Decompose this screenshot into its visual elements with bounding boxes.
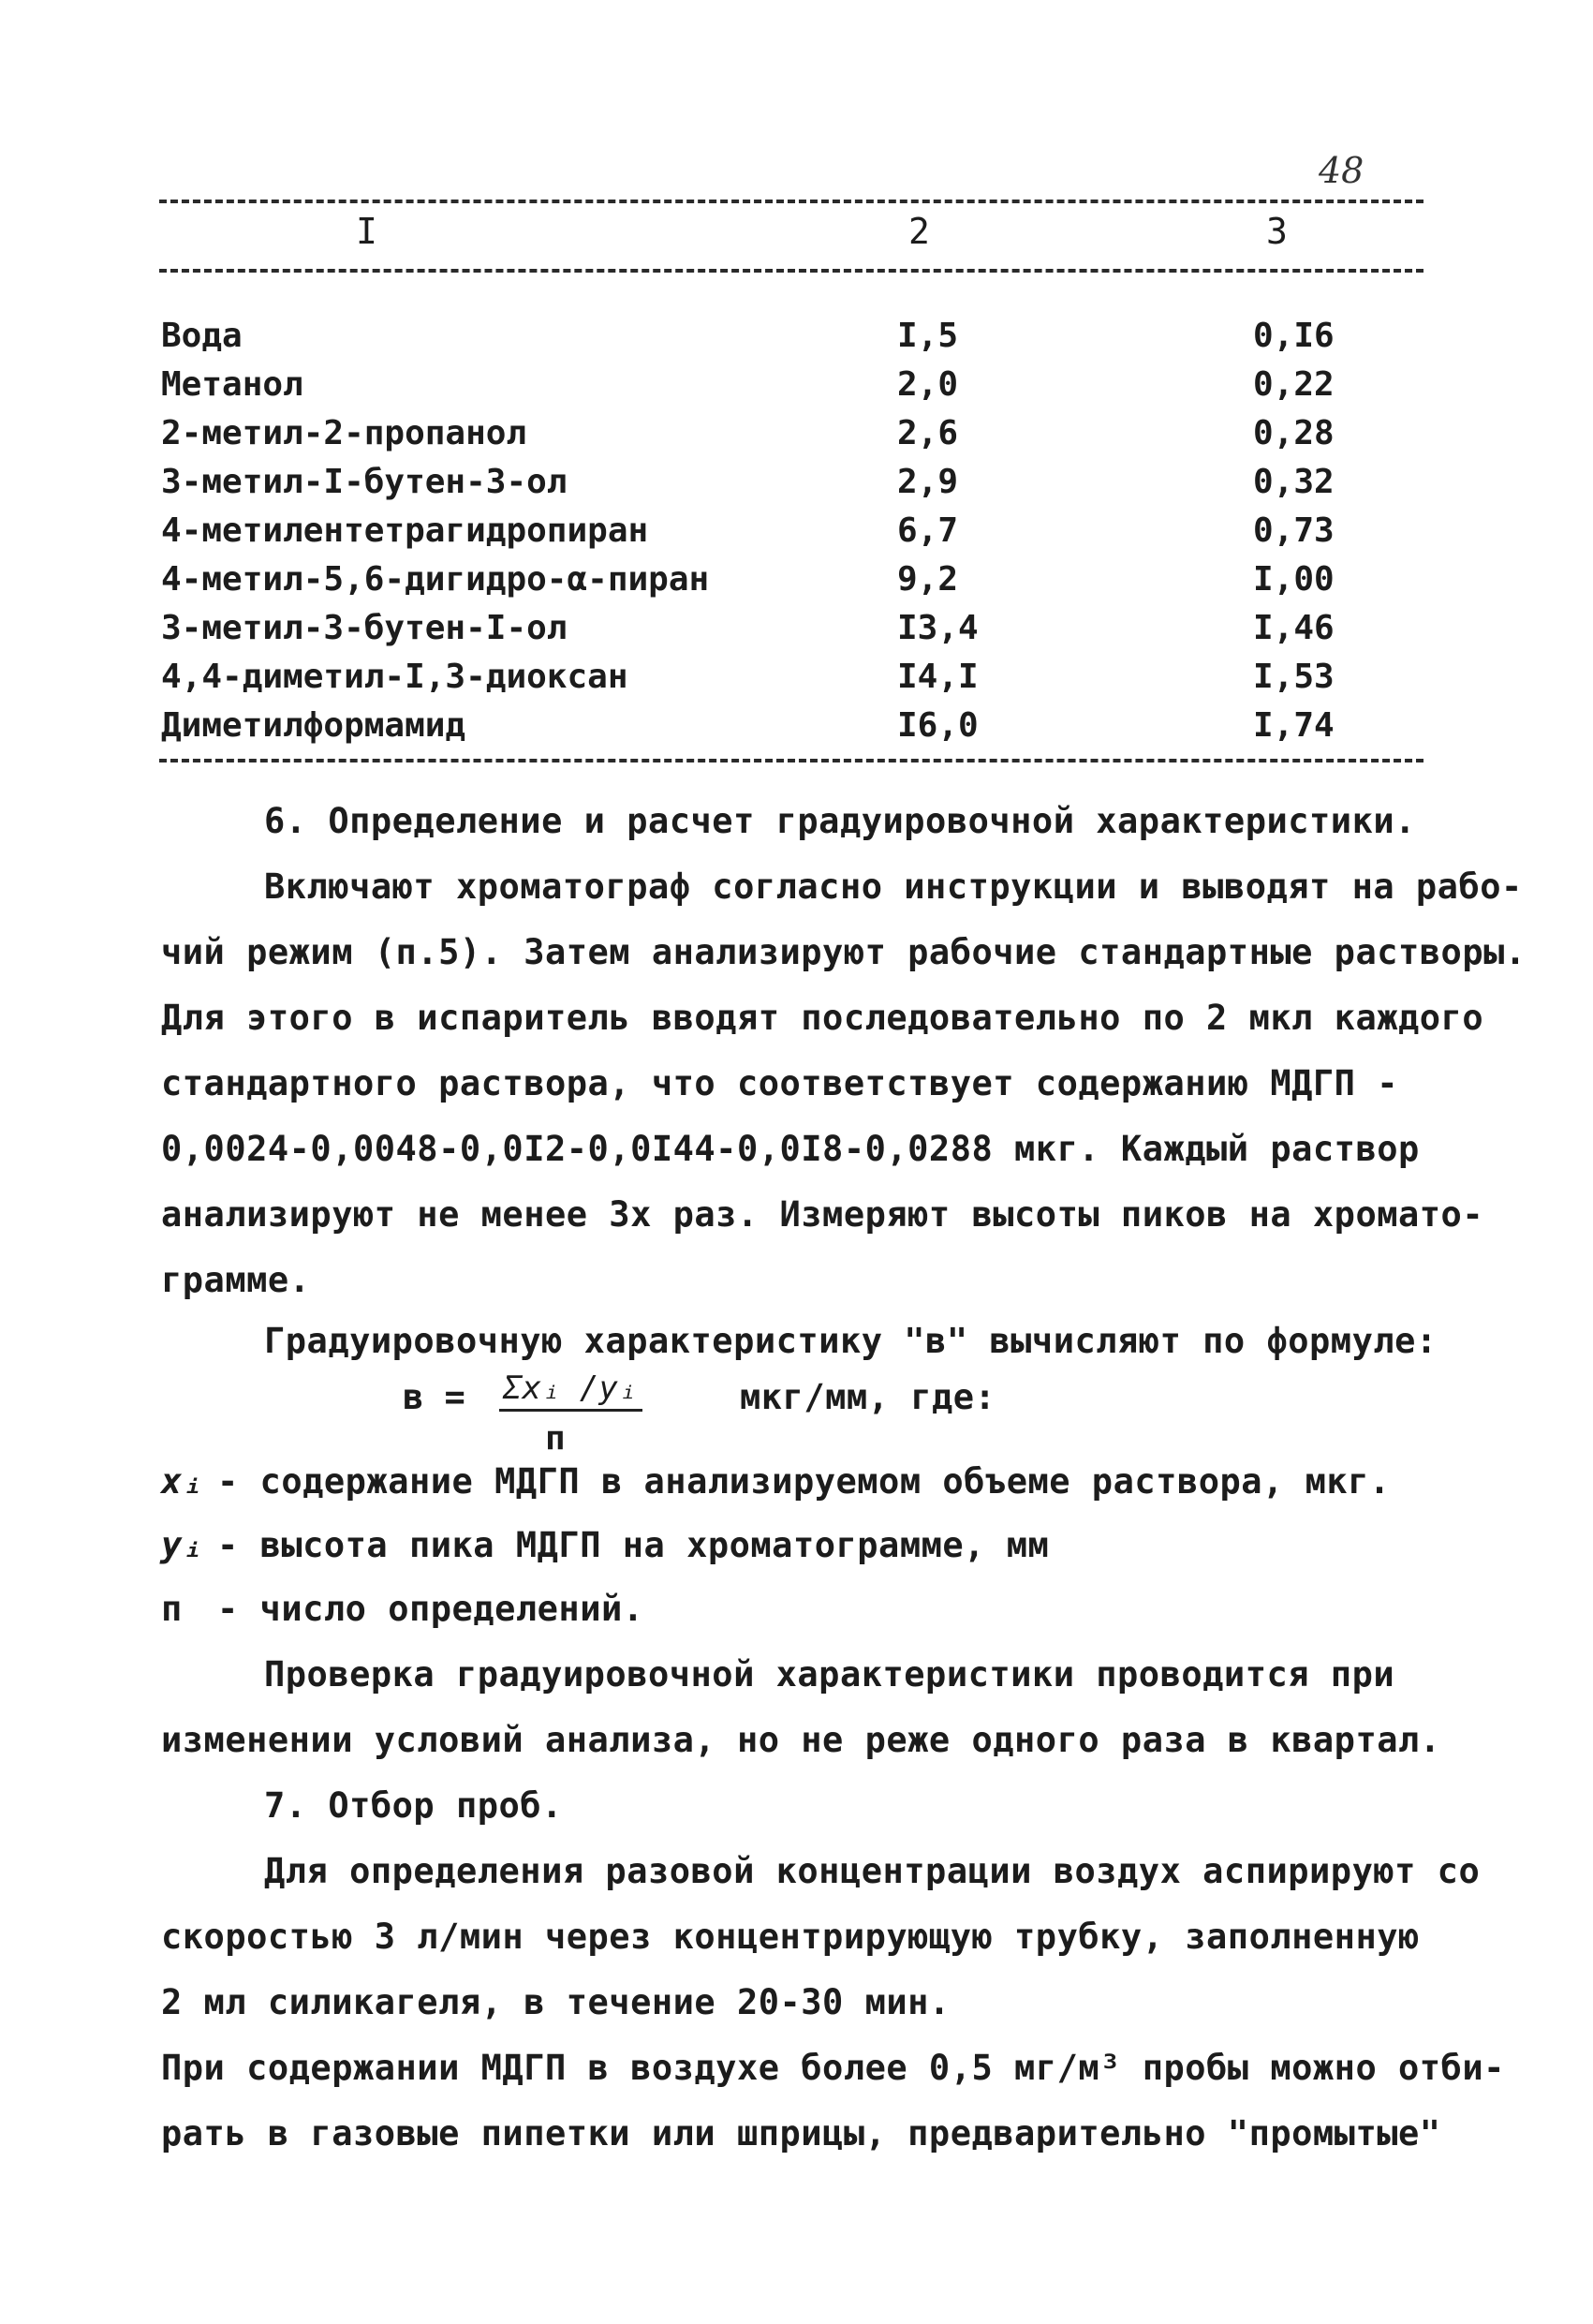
cell-substance: 3-метил-3-бутен-I-ол <box>161 609 568 647</box>
formula-lhs: в = <box>403 1377 465 1417</box>
page-number: 48 <box>1319 150 1364 191</box>
section-7-title: 7. Отбор проб. <box>264 1785 563 1826</box>
cell-col3: 0,22 <box>1253 365 1335 404</box>
cell-substance: 4,4-диметил-I,3-диоксан <box>161 658 628 696</box>
table-row <box>0 560 1593 609</box>
cell-substance: Метанол <box>161 365 303 404</box>
table-row <box>0 414 1593 463</box>
legend-symbol-y: yᵢ <box>161 1525 203 1565</box>
table-bottom-rule <box>159 759 1423 762</box>
legend-text-n: - число определений. <box>217 1589 644 1629</box>
cell-substance: 4-метилентетрагидропиран <box>161 511 649 550</box>
formula-intro: Градуировочную характеристику "в" вычисляют по формуле: <box>264 1321 1438 1361</box>
cell-col3: 0,28 <box>1253 414 1335 452</box>
formula-unit: мкг/мм, где: <box>740 1377 996 1417</box>
table-header-col1: I <box>356 211 377 252</box>
paragraph-line: Проверка градуировочной характеристики проводится при <box>264 1654 1395 1695</box>
paragraph-line: Для определения разовой концентрации воздух аспирируют со <box>264 1851 1481 1891</box>
paragraph-line: стандартного раствора, что соответствует содержанию МДГП - <box>161 1063 1399 1103</box>
cell-col2: 9,2 <box>897 560 959 599</box>
paragraph-line: грамме. <box>161 1260 311 1300</box>
formula-denominator: п <box>545 1419 566 1458</box>
legend-symbol-n: п <box>161 1589 183 1629</box>
table-header-col2: 2 <box>908 211 930 252</box>
cell-col2: 6,7 <box>897 511 959 550</box>
table-row <box>0 511 1593 560</box>
cell-col2: I3,4 <box>897 609 979 647</box>
paragraph-line: чий режим (п.5). Затем анализируют рабочие стандартные растворы. <box>161 932 1527 972</box>
cell-col2: 2,0 <box>897 365 959 404</box>
paragraph-line: При содержании МДГП в воздухе более 0,5 мг/м³ пробы можно отби- <box>161 2048 1505 2088</box>
paragraph-line: изменении условий анализа, но не реже одного раза в квартал. <box>161 1720 1441 1760</box>
paragraph-line: анализируют не менее 3х раз. Измеряют высоты пиков на хромато- <box>161 1194 1484 1235</box>
legend-text-x: - содержание МДГП в анализируемом объеме раствора, мкг. <box>217 1461 1391 1502</box>
table-row <box>0 463 1593 511</box>
cell-col2: 2,6 <box>897 414 959 452</box>
cell-substance: Диметилформамид <box>161 706 466 745</box>
cell-col3: 0,73 <box>1253 511 1335 550</box>
table-top-rule <box>159 200 1423 203</box>
cell-col2: 2,9 <box>897 463 959 501</box>
formula <box>403 1377 465 1417</box>
table-row <box>0 658 1593 706</box>
table-header-rule <box>159 269 1423 273</box>
cell-col3: I,00 <box>1253 560 1335 599</box>
cell-substance: Вода <box>161 317 243 355</box>
cell-substance: 3-метил-I-бутен-3-ол <box>161 463 568 501</box>
paragraph-line: Включают хроматограф согласно инструкции и выводят на рабо- <box>264 866 1523 907</box>
paragraph-line: 0,0024-0,0048-0,0I2-0,0I44-0,0I8-0,0288 мкг. Каждый раствор <box>161 1129 1420 1169</box>
paragraph-line: рать в газовые пипетки или шприцы, предварительно "промытые" <box>161 2113 1441 2154</box>
cell-col3: I,74 <box>1253 706 1335 745</box>
cell-substance: 2-метил-2-пропанол <box>161 414 527 452</box>
cell-substance: 4-метил-5,6-дигидро-α-пиран <box>161 560 710 599</box>
cell-col3: I,46 <box>1253 609 1335 647</box>
cell-col2: I4,I <box>897 658 979 696</box>
paragraph-line: скоростью 3 л/мин через концентрирующую трубку, заполненную <box>161 1917 1420 1957</box>
table-row <box>0 365 1593 414</box>
table-row <box>0 317 1593 365</box>
table-header-col3: 3 <box>1266 211 1288 252</box>
formula-numerator: Σxᵢ /yᵢ <box>499 1369 642 1412</box>
cell-col2: I6,0 <box>897 706 979 745</box>
table-row <box>0 706 1593 755</box>
paragraph-line: Для этого в испаритель вводят последовательно по 2 мкл каждого <box>161 998 1484 1038</box>
section-6-title: 6. Определение и расчет градуировочной характеристики. <box>264 801 1416 841</box>
legend-symbol-x: xᵢ <box>161 1461 203 1502</box>
cell-col3: I,53 <box>1253 658 1335 696</box>
cell-col3: 0,32 <box>1253 463 1335 501</box>
paragraph-line: 2 мл силикагеля, в течение 20-30 мин. <box>161 1982 951 2022</box>
legend-text-y: - высота пика МДГП на хроматограмме, мм <box>217 1525 1050 1565</box>
cell-col3: 0,I6 <box>1253 317 1335 355</box>
cell-col2: I,5 <box>897 317 959 355</box>
table-row <box>0 609 1593 658</box>
